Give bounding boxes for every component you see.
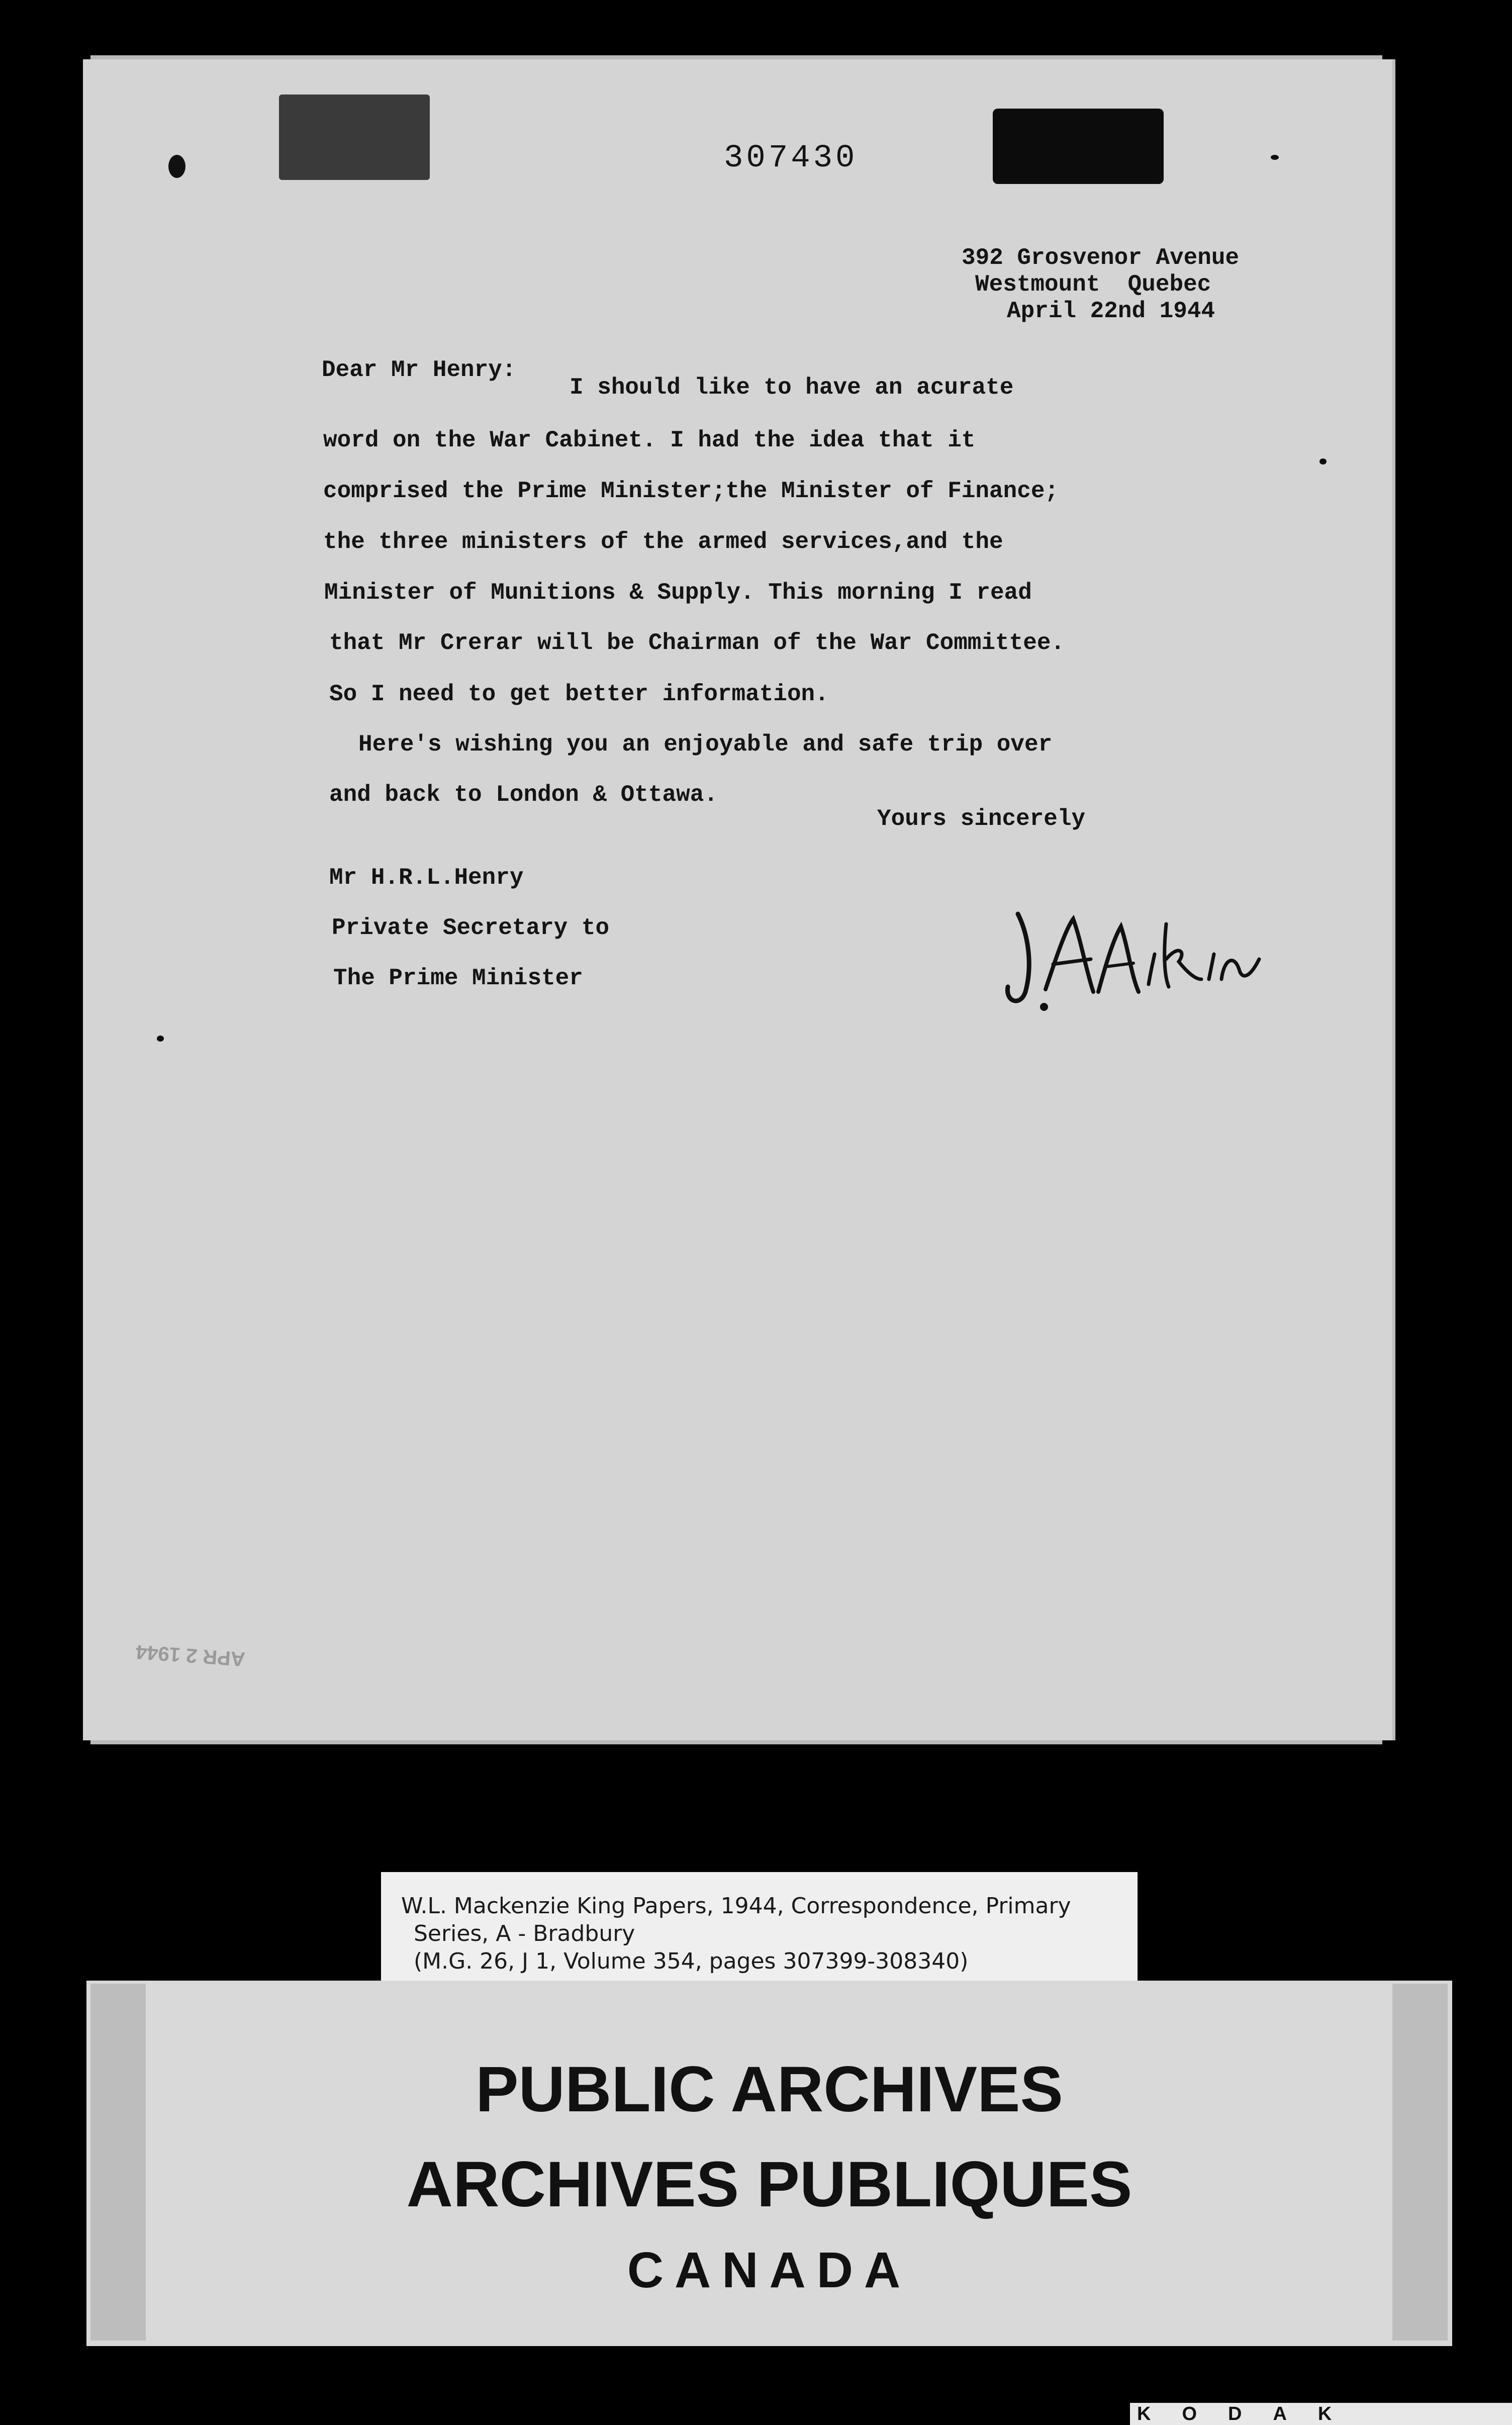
body-line-2: word on the War Cabinet. I had the idea that it <box>323 427 976 453</box>
film-speck <box>1271 155 1279 160</box>
archive-label-line-1: W.L. Mackenzie King Papers, 1944, Correspondence, Primary <box>401 1893 1071 1919</box>
closing: Yours sincerely <box>877 806 1086 832</box>
body-line-9: and back to London & Ottawa. <box>329 782 718 808</box>
banner-title-french: ARCHIVES PUBLIQUES <box>406 2149 1132 2220</box>
body-line-5: Minister of Munitions & Supply. This morning I read <box>324 580 1032 606</box>
sender-address-line2: Westmount Quebec <box>975 271 1211 298</box>
body-line-3: comprised the Prime Minister;the Minister of Finance; <box>323 478 1059 504</box>
archive-label-line-3: (M.G. 26, J 1, Volume 354, pages 307399-308340) <box>414 1948 969 1974</box>
banner-title-english: PUBLIC ARCHIVES <box>476 2054 1063 2125</box>
archive-reference-label <box>381 1872 1138 1983</box>
banner-right-edge <box>1392 1984 1448 2341</box>
sender-address-line1: 392 Grosvenor Avenue <box>962 245 1240 271</box>
body-line-6: that Mr Crerar will be Chairman of the War Committee. <box>329 630 1065 656</box>
received-date-stamp: APR 2 1944 <box>135 1640 246 1670</box>
letter-date: April 22nd 1944 <box>1007 298 1215 324</box>
banner-title-country: CANADA <box>627 2242 912 2298</box>
archive-label-line-2: Series, A - Bradbury <box>414 1921 635 1946</box>
handwritten-signature <box>998 904 1269 1019</box>
reference-number: 307430 <box>724 140 858 176</box>
recipient-line-3: The Prime Minister <box>333 965 583 991</box>
smudged-stamp <box>279 95 430 180</box>
body-line-1: I should like to have an acurate <box>570 375 1014 401</box>
film-speck <box>157 1036 164 1042</box>
banner-left-edge <box>90 1984 146 2341</box>
public-archives-banner <box>86 1981 1452 2346</box>
body-line-8: Here's wishing you an enjoyable and safe trip over <box>358 731 1053 758</box>
recipient-line-2: Private Secretary to <box>332 915 610 941</box>
letter-page <box>83 59 1395 1740</box>
film-speck <box>1319 458 1327 464</box>
salutation: Dear Mr Henry: <box>322 357 516 383</box>
punch-hole <box>168 155 185 178</box>
body-line-7: So I need to get better information. <box>329 681 829 707</box>
recipient-line-1: Mr H.R.L.Henry <box>329 865 524 891</box>
body-line-4: the three ministers of the armed services,and the <box>323 529 1003 555</box>
redaction-block <box>993 109 1164 184</box>
film-edge-marking: KODAK <box>1130 2403 1512 2425</box>
